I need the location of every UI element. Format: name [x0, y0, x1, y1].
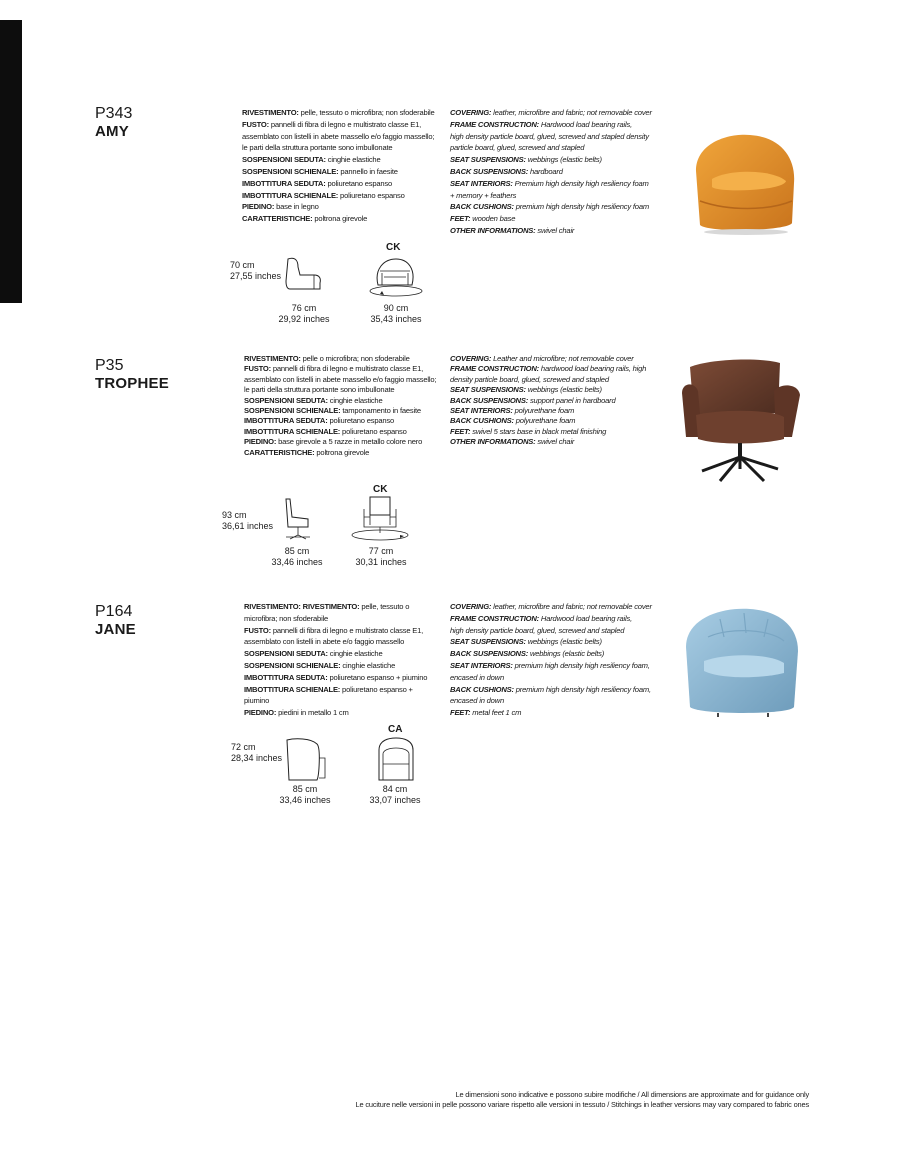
spec-line — [244, 385, 436, 395]
footer-notes — [356, 1090, 809, 1110]
spec-line — [450, 695, 652, 707]
width-dimension — [358, 303, 434, 325]
spec-line — [242, 190, 435, 202]
spec-text: microfibra; non sfoderabile — [244, 613, 329, 623]
depth-inches: 33,46 inches — [271, 557, 323, 567]
amy-chair-photo — [688, 131, 800, 237]
spec-label: SEAT INTERIORS: — [450, 406, 513, 416]
height-dimension — [231, 742, 282, 764]
spec-text: swivel chair — [535, 437, 575, 447]
spec-line — [242, 142, 435, 154]
spec-text: leather, microfibre and fabric; not removable cover — [491, 108, 652, 117]
depth-cm: 85 cm — [292, 784, 318, 794]
spec-line — [242, 178, 435, 190]
spec-line — [450, 427, 646, 437]
front-view-drawing — [370, 255, 426, 301]
spec-line — [244, 437, 436, 447]
spec-label: SEAT SUSPENSIONS: — [450, 155, 526, 165]
spec-text: hardboard — [528, 166, 563, 176]
spec-label: IMBOTTITURA SCHIENALE: — [244, 684, 341, 694]
spec-label: OTHER INFORMATIONS: — [450, 225, 536, 235]
spec-label: BACK CUSHIONS: — [450, 416, 514, 426]
height-cm: 72 cm — [231, 742, 256, 752]
italian-specs — [242, 107, 435, 225]
model-tag: CA — [388, 724, 403, 735]
spec-label: RIVESTIMENTO: — [244, 354, 301, 363]
spec-label: SEAT SUSPENSIONS: — [450, 637, 526, 647]
spec-line — [450, 190, 652, 202]
spec-text: wooden base — [470, 214, 516, 224]
trophee-chair-photo — [680, 357, 804, 483]
spec-line — [450, 416, 646, 426]
spec-line — [244, 416, 436, 426]
spec-text: poltrona girevole — [312, 214, 368, 224]
spec-line — [450, 178, 652, 190]
spec-line — [242, 201, 435, 213]
spec-line — [450, 636, 652, 648]
spec-line — [450, 707, 652, 719]
italian-specs — [244, 601, 427, 719]
spec-line — [244, 636, 427, 648]
spec-label: BACK SUSPENSIONS: — [450, 395, 529, 405]
spec-text: poliuretano espanso — [327, 416, 395, 426]
depth-cm: 76 cm — [291, 303, 317, 313]
depth-dimension — [262, 546, 332, 568]
spec-text: pelle o microfibra; non sfoderabile — [300, 354, 410, 363]
spec-line — [450, 672, 652, 684]
front-view-drawing — [377, 736, 415, 782]
product-name: TROPHEE — [95, 375, 169, 392]
front-view-drawing — [350, 495, 410, 543]
spec-label: IMBOTTITURA SCHIENALE: — [242, 190, 339, 200]
spec-label: CARATTERISTICHE: — [244, 447, 315, 457]
footer-dimensions-note: Le dimensioni sono indicative e possono subire modifiche / All dimensions are approximate and for guidance only — [455, 1090, 809, 1099]
spec-text: polyurethane foam — [513, 416, 576, 426]
spec-line — [450, 385, 646, 395]
spec-text: high density particle board, glued, screwed and stapled — [450, 625, 625, 635]
depth-cm: 85 cm — [284, 546, 310, 556]
spec-text: poliuretano espanso — [340, 426, 407, 436]
english-specs — [450, 107, 652, 237]
spec-line — [450, 396, 646, 406]
product-code: P343 — [95, 105, 133, 122]
spec-label: SOSPENSIONI SCHIENALE: — [244, 406, 341, 416]
english-specs — [450, 354, 646, 448]
spec-label: IMBOTTITURA SEDUTA: — [244, 672, 328, 682]
spec-text: swivel 5 stars base in black metal finishing — [470, 426, 607, 436]
width-cm: 90 cm — [383, 303, 409, 313]
depth-dimension — [270, 784, 340, 806]
spec-line — [450, 119, 652, 131]
depth-inches: 33,46 inches — [279, 795, 331, 805]
spec-label: PIEDINO: — [244, 437, 277, 447]
spec-line — [244, 375, 436, 385]
spec-line — [450, 225, 652, 237]
spec-label: BACK SUSPENSIONS: — [450, 166, 529, 176]
spec-line — [244, 660, 427, 672]
spec-text: pannello in faesite — [338, 166, 398, 176]
spec-label: SEAT INTERIORS: — [450, 178, 513, 188]
spec-line — [244, 601, 427, 613]
spec-text: Hardwood load bearing rails, — [539, 119, 632, 129]
spec-label: PIEDINO: — [242, 202, 275, 212]
spec-label: COVERING: — [450, 602, 492, 611]
page-edge-bar — [0, 20, 22, 303]
spec-text: encased in down — [450, 696, 504, 706]
spec-label: FEET: — [450, 708, 471, 718]
spec-label: SOSPENSIONI SEDUTA: — [244, 395, 328, 405]
depth-inches: 29,92 inches — [278, 314, 330, 324]
spec-label: FUSTO: — [244, 364, 271, 374]
spec-text: support panel in hardboard — [528, 395, 616, 405]
spec-line — [450, 625, 652, 637]
spec-text: hardwood load bearing rails, high — [539, 364, 647, 374]
spec-text: pelle, tessuto o microfibra; non sfoderabile — [298, 108, 435, 117]
height-inches: 27,55 inches — [230, 271, 282, 281]
spec-line — [450, 201, 652, 213]
spec-label: FUSTO: — [244, 625, 271, 635]
spec-line — [450, 684, 652, 696]
spec-label: SEAT INTERIORS: — [450, 660, 513, 670]
spec-label: FEET: — [450, 426, 471, 436]
spec-label: RIVESTIMENTO: RIVESTIMENTO: — [244, 602, 360, 611]
spec-line — [450, 375, 646, 385]
spec-line — [450, 601, 652, 613]
spec-line — [244, 396, 436, 406]
spec-line — [244, 625, 427, 637]
spec-line — [450, 437, 646, 447]
spec-text: poltrona girevole — [314, 447, 370, 457]
spec-line — [242, 166, 435, 178]
spec-line — [244, 406, 436, 416]
spec-label: COVERING: — [450, 354, 492, 363]
spec-text: cinghie elastiche — [325, 155, 381, 165]
spec-label: IMBOTTITURA SEDUTA: — [244, 416, 328, 426]
spec-line — [244, 672, 427, 684]
spec-label: SOSPENSIONI SCHIENALE: — [244, 660, 341, 670]
italian-specs — [244, 354, 436, 458]
spec-text: poliuretano espanso — [338, 190, 405, 200]
width-inches: 33,07 inches — [369, 795, 421, 805]
spec-label: PIEDINO: — [244, 708, 277, 718]
spec-text: webbings (elastic belts) — [525, 385, 602, 395]
product-name: JANE — [95, 621, 136, 638]
spec-line — [450, 354, 646, 364]
spec-label: SOSPENSIONI SEDUTA: — [244, 649, 328, 659]
spec-text: base in legno — [274, 202, 319, 212]
spec-line — [242, 131, 435, 143]
spec-text: piedini in metallo 1 cm — [276, 708, 349, 718]
spec-line — [244, 427, 436, 437]
spec-line — [244, 648, 427, 660]
spec-text: piumino — [244, 696, 270, 706]
spec-line — [450, 660, 652, 672]
spec-label: FUSTO: — [242, 119, 269, 129]
spec-text: le parti della struttura portante sono imbullonate — [242, 143, 393, 153]
spec-label: IMBOTTITURA SCHIENALE: — [244, 426, 341, 436]
swivel-tag: CK — [373, 484, 388, 495]
spec-label: IMBOTTITURA SEDUTA: — [242, 178, 326, 188]
spec-label: SOSPENSIONI SCHIENALE: — [242, 166, 339, 176]
spec-line — [244, 364, 436, 374]
spec-label: CARATTERISTICHE: — [242, 214, 313, 224]
spec-line — [244, 695, 427, 707]
spec-text: premium high density high resiliency foam, — [512, 660, 650, 670]
width-cm: 84 cm — [382, 784, 408, 794]
spec-label: RIVESTIMENTO: — [242, 108, 299, 117]
spec-line — [242, 107, 435, 119]
spec-line — [244, 707, 427, 719]
height-inches: 36,61 inches — [222, 521, 274, 531]
spec-line — [450, 166, 652, 178]
spec-text: pelle, tessuto o — [359, 602, 410, 611]
spec-text: assemblato con listelli in abete massello e/o faggio massello; — [244, 374, 437, 384]
spec-text: webbings (elastic belts) — [525, 637, 602, 647]
width-cm: 77 cm — [368, 546, 394, 556]
product-code: P164 — [95, 603, 133, 620]
spec-text: premium high density high resiliency foam — [513, 202, 649, 212]
spec-text: density particle board, glued, screwed and stapled — [450, 374, 609, 384]
height-cm: 93 cm — [222, 510, 247, 520]
spec-text: premium high density high resiliency foam, — [513, 684, 651, 694]
depth-dimension — [270, 303, 338, 325]
product-name: AMY — [95, 123, 129, 140]
spec-text: particle board, glued, screwed and stapled — [450, 143, 585, 153]
jane-chair-photo — [680, 607, 804, 719]
spec-line — [244, 354, 436, 364]
side-view-drawing — [282, 497, 314, 541]
spec-line — [450, 406, 646, 416]
height-inches: 28,34 inches — [231, 753, 283, 763]
spec-text: tamponamento in faesite — [340, 406, 421, 416]
spec-text: leather, microfibre and fabric; not removable cover — [491, 602, 652, 611]
spec-text: Leather and microfibre; not removable cover — [491, 354, 634, 363]
spec-line — [450, 613, 652, 625]
spec-label: COVERING: — [450, 108, 492, 117]
product-code: P35 — [95, 357, 124, 374]
footer-stitching-note: Le cuciture nelle versioni in pelle possono variare rispetto alle versioni in tessuto / Stitchings in leather versions may vary compared to fabric ones — [355, 1100, 809, 1109]
spec-line — [450, 154, 652, 166]
spec-line — [450, 213, 652, 225]
spec-text: poliuretano espanso + — [340, 684, 413, 694]
spec-text: webbings (elastic belts) — [528, 649, 605, 659]
spec-line — [242, 119, 435, 131]
spec-line — [450, 142, 652, 154]
spec-text: pannelli di fibra di legno e multistrato classe E1, — [270, 364, 424, 374]
spec-text: cinghie elastiche — [327, 395, 383, 405]
spec-text: assemblato con listelli in abete massello e/o faggio massello; — [242, 131, 435, 141]
spec-text: base girevole a 5 razze in metallo colore nero — [276, 437, 423, 447]
spec-line — [450, 364, 646, 374]
side-view-drawing — [285, 736, 329, 782]
spec-text: high density particle board, glued, screwed and stapled density — [450, 131, 649, 141]
spec-text: cinghie elastiche — [327, 649, 383, 659]
spec-label: BACK SUSPENSIONS: — [450, 649, 529, 659]
spec-text: assemblato con listelli in abete e/o faggio massello — [244, 637, 405, 647]
spec-label: FRAME CONSTRUCTION: — [450, 119, 540, 129]
spec-label: FRAME CONSTRUCTION: — [450, 364, 540, 374]
width-inches: 30,31 inches — [355, 557, 407, 567]
spec-label: SOSPENSIONI SEDUTA: — [242, 155, 326, 165]
width-inches: 35,43 inches — [370, 314, 422, 324]
side-view-drawing — [284, 255, 324, 295]
spec-label: BACK CUSHIONS: — [450, 202, 514, 212]
spec-label: OTHER INFORMATIONS: — [450, 437, 536, 447]
spec-text: swivel chair — [535, 225, 575, 235]
spec-line — [450, 131, 652, 143]
height-dimension — [222, 510, 273, 532]
spec-text: poliuretano espanso — [325, 178, 393, 188]
spec-line — [242, 213, 435, 225]
height-dimension — [230, 260, 281, 282]
spec-text: + memory + feathers — [450, 190, 517, 200]
spec-text: le parti della struttura portante sono imbullonate — [244, 385, 395, 395]
spec-label: FRAME CONSTRUCTION: — [450, 613, 540, 623]
spec-label: BACK CUSHIONS: — [450, 684, 514, 694]
width-dimension — [358, 784, 432, 806]
spec-line — [244, 613, 427, 625]
spec-line — [244, 684, 427, 696]
spec-text: Premium high density high resiliency foam — [512, 178, 649, 188]
spec-text: webbings (elastic belts) — [525, 155, 602, 165]
spec-line — [242, 154, 435, 166]
height-cm: 70 cm — [230, 260, 255, 270]
spec-text: pannelli di fibra di legno e multistrato classe E1, — [268, 119, 422, 129]
spec-line — [244, 448, 436, 458]
width-dimension — [344, 546, 418, 568]
spec-text: polyurethane foam — [512, 406, 575, 416]
spec-text: pannelli di fibra di legno e multistrato classe E1, — [270, 625, 424, 635]
swivel-tag: CK — [386, 242, 401, 253]
spec-line — [450, 648, 652, 660]
spec-text: metal feet 1 cm — [470, 708, 522, 718]
spec-text: encased in down — [450, 672, 504, 682]
spec-text: cinghie elastiche — [340, 660, 396, 670]
spec-text: poliuretano espanso + piumino — [327, 672, 428, 682]
english-specs — [450, 601, 652, 719]
spec-label: FEET: — [450, 214, 471, 224]
spec-label: SEAT SUSPENSIONS: — [450, 385, 526, 395]
spec-line — [450, 107, 652, 119]
spec-text: Hardwood load bearing rails, — [539, 613, 632, 623]
